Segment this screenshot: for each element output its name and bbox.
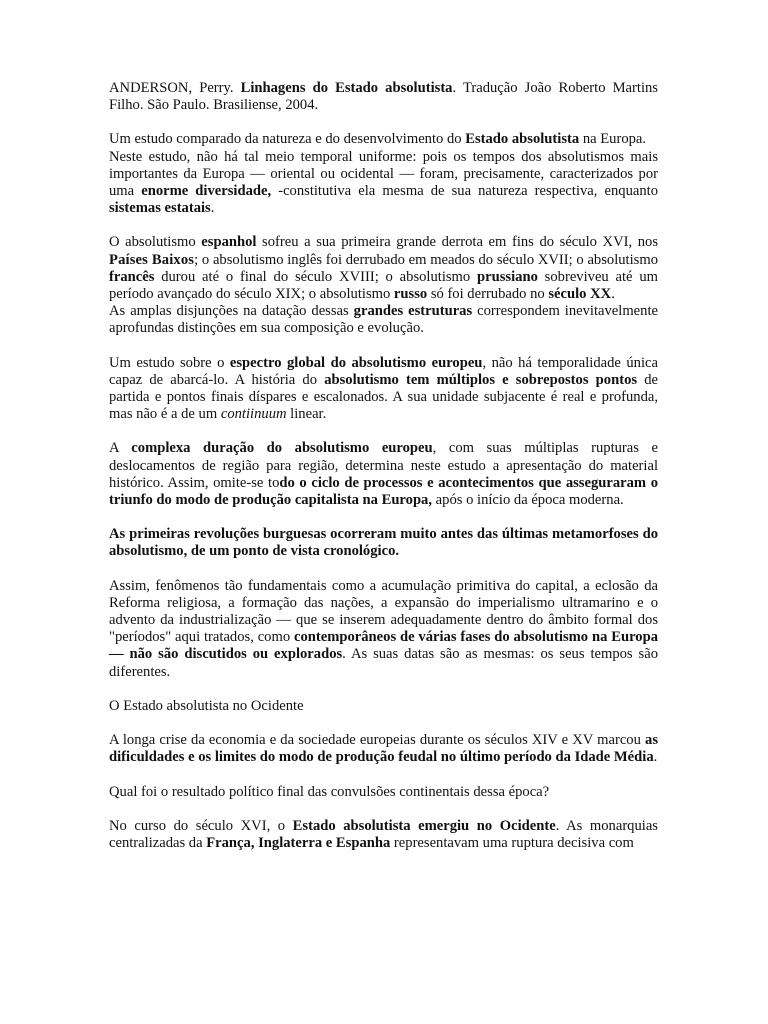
paragraph-10: Qual foi o resultado político final das convulsões continentais dessa época? (109, 783, 550, 800)
paragraph-8: Assim, fenômenos tão fundamentais como a acumulação primitiva do capital, a eclosão da Reforma religiosa, a formação das nações, a expansão do imperialismo ultramarino e o advento da industrialização — que se inserem adequadamente dentro do âmbito formal dos "períodos" aqui tratados, como contemporâneos de várias fases do absolutismo na Europa — não são discutidos ou explorados. As suas datas são as mesmas: os seus tempos são diferentes. (109, 577, 658, 680)
paragraph-1: Um estudo comparado da natureza e do desenvolvimento do Estado absolutista na Europa. (109, 131, 647, 148)
paragraph-11: No curso do século XVI, o Estado absolutista emergiu no Ocidente. As monarquias centralizadas da França, Inglaterra e Espanha representavam uma ruptura decisiva com (109, 817, 658, 851)
section-heading: O Estado absolutista no Ocidente (109, 697, 304, 714)
paragraph-5: Um estudo sobre o espectro global do absolutismo europeu, não há temporalidade única capaz de abarcá-lo. A história do absolutismo tem múltiplos e sobrepostos pontos de partida e pontos finais díspares e escalonados. A sua unidade subjacente é real e profunda, mas não é a de um contiinuum linear. (109, 354, 658, 423)
paragraph-7: As primeiras revoluções burguesas ocorreram muito antes das últimas metamorfoses do absolutismo, de um ponto de vista cronológico. (109, 526, 658, 560)
paragraph-4: As amplas disjunções na datação dessas grandes estruturas correspondem inevitavelmente aprofundas distinções em sua composição e evolução. (109, 303, 658, 337)
paragraph-6: A complexa duração do absolutismo europeu, com suas múltiplas rupturas e deslocamentos de região para região, determina neste estudo a apresentação do material histórico. Assim, omite-se todo o ciclo de processos e acontecimentos que asseguraram o triunfo do modo de produção capitalista na Europa, após o início da época moderna. (109, 440, 659, 509)
bibliographic-reference: ANDERSON, Perry. Linhagens do Estado absolutista. Tradução João Roberto Martins Filho. São Paulo. Brasiliense, 2004. (109, 80, 658, 114)
paragraph-3: O absolutismo espanhol sofreu a sua primeira grande derrota em fins do século XVI, nos Países Baixos; o absolutismo inglês foi derrubado em meados do século XVII; o absolutismo francês durou até o final do século XVIII; o absolutismo prussiano sobreviveu até um período avançado do século XIX; o absolutismo russo só foi derrubado no século XX. (109, 234, 659, 303)
document-page (109, 80, 658, 869)
book-title: Linhagens do Estado absolutista (240, 80, 453, 96)
paragraph-9: A longa crise da economia e da sociedade europeias durante os séculos XIV e XV marcou as dificuldades e os limites do modo de produção feudal no último período da Idade Média. (109, 732, 658, 766)
paragraph-2: Neste estudo, não há tal meio temporal uniforme: pois os tempos dos absolutismos mais importantes da Europa — oriental ou ocidental — foram, precisamente, caracterizados por uma enorme diversidade, -constitutiva ela mesma de sua natureza respectiva, enquanto sistemas estatais. (109, 148, 659, 217)
